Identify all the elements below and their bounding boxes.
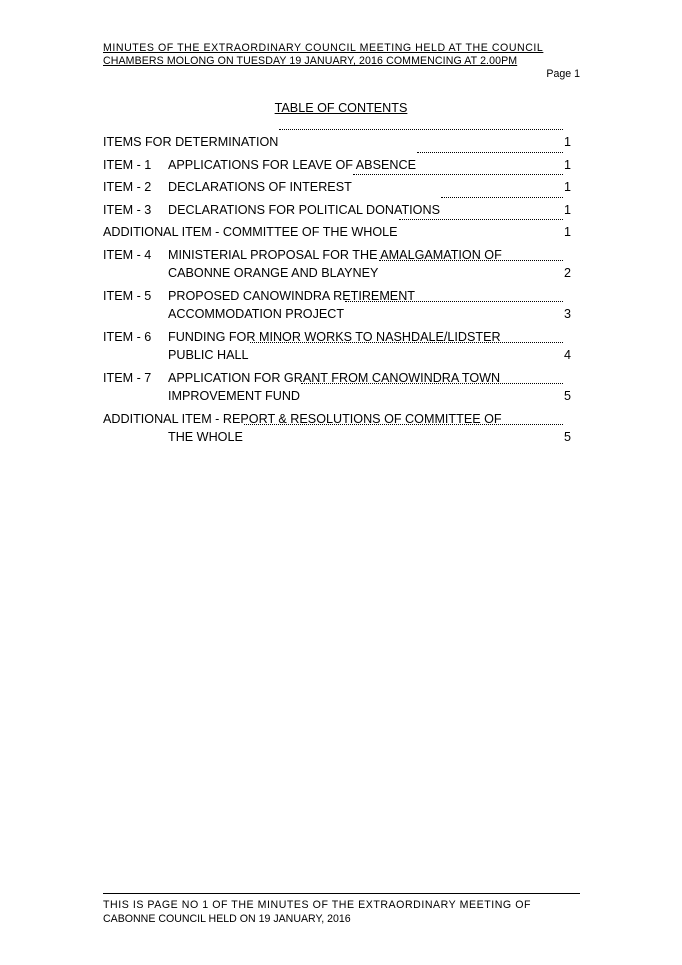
toc-entry-title: PROPOSED CANOWINDRA RETIREMENT (168, 288, 415, 303)
toc-page-number: 2 (563, 266, 571, 280)
toc-page-number: 1 (563, 157, 571, 172)
toc-entry-title: CABONNE ORANGE AND BLAYNEY (168, 266, 379, 280)
toc-entry-title: FUNDING FOR MINOR WORKS TO NASHDALE/LIDSTER (168, 329, 501, 344)
toc-page-number: 1 (563, 202, 571, 217)
page-number: Page 1 (546, 68, 580, 80)
toc-page-number: 1 (563, 225, 571, 239)
toc-entry-title: ITEMS FOR DETERMINATION (103, 135, 279, 149)
table-of-contents (103, 133, 571, 451)
dot-leader (244, 424, 563, 425)
toc-item-number: ITEM - 2 (103, 180, 152, 194)
toc-entry-title: THE WHOLE (168, 430, 243, 444)
toc-entry-title: DECLARATIONS FOR POLITICAL DONATIONS (168, 202, 440, 217)
header-line-2: CHAMBERS MOLONG ON TUESDAY 19 JANUARY, 2016 COMMENCING AT 2.00PM (103, 55, 518, 67)
toc-entry-title: APPLICATIONS FOR LEAVE OF ABSENCE (168, 157, 416, 172)
toc-title: TABLE OF CONTENTS (274, 101, 408, 115)
dot-leader (279, 129, 563, 130)
toc-page-number: 1 (563, 135, 571, 149)
toc-entry-title: APPLICATION FOR GRANT FROM CANOWINDRA TOWN (168, 370, 501, 385)
toc-item-number: ITEM - 3 (103, 202, 152, 217)
toc-page-number: 4 (563, 348, 571, 362)
dot-leader (345, 301, 563, 302)
toc-entry-title: PUBLIC HALL (168, 348, 249, 362)
header-line-1: MINUTES OF THE EXTRAORDINARY COUNCIL MEETING HELD AT THE COUNCIL (103, 42, 544, 54)
toc-page-number: 5 (563, 430, 571, 444)
toc-item-number: ITEM - 7 (103, 370, 152, 385)
toc-item-number: ITEM - 1 (103, 157, 152, 172)
toc-entry[interactable] (103, 133, 571, 152)
toc-entry[interactable] (103, 156, 571, 175)
toc-entry[interactable] (103, 328, 571, 365)
toc-entry-title: IMPROVEMENT FUND (168, 389, 301, 403)
toc-entry-title: ACCOMMODATION PROJECT (168, 307, 345, 321)
page-footer (103, 893, 580, 926)
toc-entry-title: DECLARATIONS OF INTEREST (168, 180, 352, 194)
toc-entry[interactable] (103, 246, 571, 283)
dot-leader (399, 219, 563, 220)
toc-entry[interactable] (103, 201, 571, 220)
toc-entry[interactable] (103, 223, 571, 242)
page-header (103, 42, 580, 81)
toc-item-number: ITEM - 4 (103, 247, 152, 262)
toc-entry[interactable] (103, 369, 571, 406)
footer-line-2: CABONNE COUNCIL HELD ON 19 JANUARY, 2016 (103, 913, 351, 925)
toc-page-number: 5 (563, 389, 571, 403)
toc-item-number: ITEM - 5 (103, 288, 152, 303)
dot-leader (301, 383, 563, 384)
dot-leader (441, 197, 563, 198)
dot-leader (379, 260, 563, 261)
toc-item-number: ITEM - 6 (103, 329, 152, 344)
toc-entry-title: ADDITIONAL ITEM - COMMITTEE OF THE WHOLE (103, 225, 398, 239)
dot-leader (417, 152, 563, 153)
toc-entry[interactable] (103, 287, 571, 324)
toc-entry-title: MINISTERIAL PROPOSAL FOR THE AMALGAMATION OF (168, 247, 502, 262)
toc-page-number: 3 (563, 307, 571, 321)
dot-leader (353, 174, 563, 175)
toc-page-number: 1 (563, 180, 571, 194)
toc-entry[interactable] (103, 178, 571, 197)
toc-entry-title: ADDITIONAL ITEM - REPORT & RESOLUTIONS OF COMMITTEE OF (103, 411, 502, 426)
toc-entry[interactable] (103, 410, 571, 447)
dot-leader (250, 342, 563, 343)
footer-line-1: THIS IS PAGE NO 1 OF THE MINUTES OF THE EXTRAORDINARY MEETING OF (103, 899, 532, 911)
